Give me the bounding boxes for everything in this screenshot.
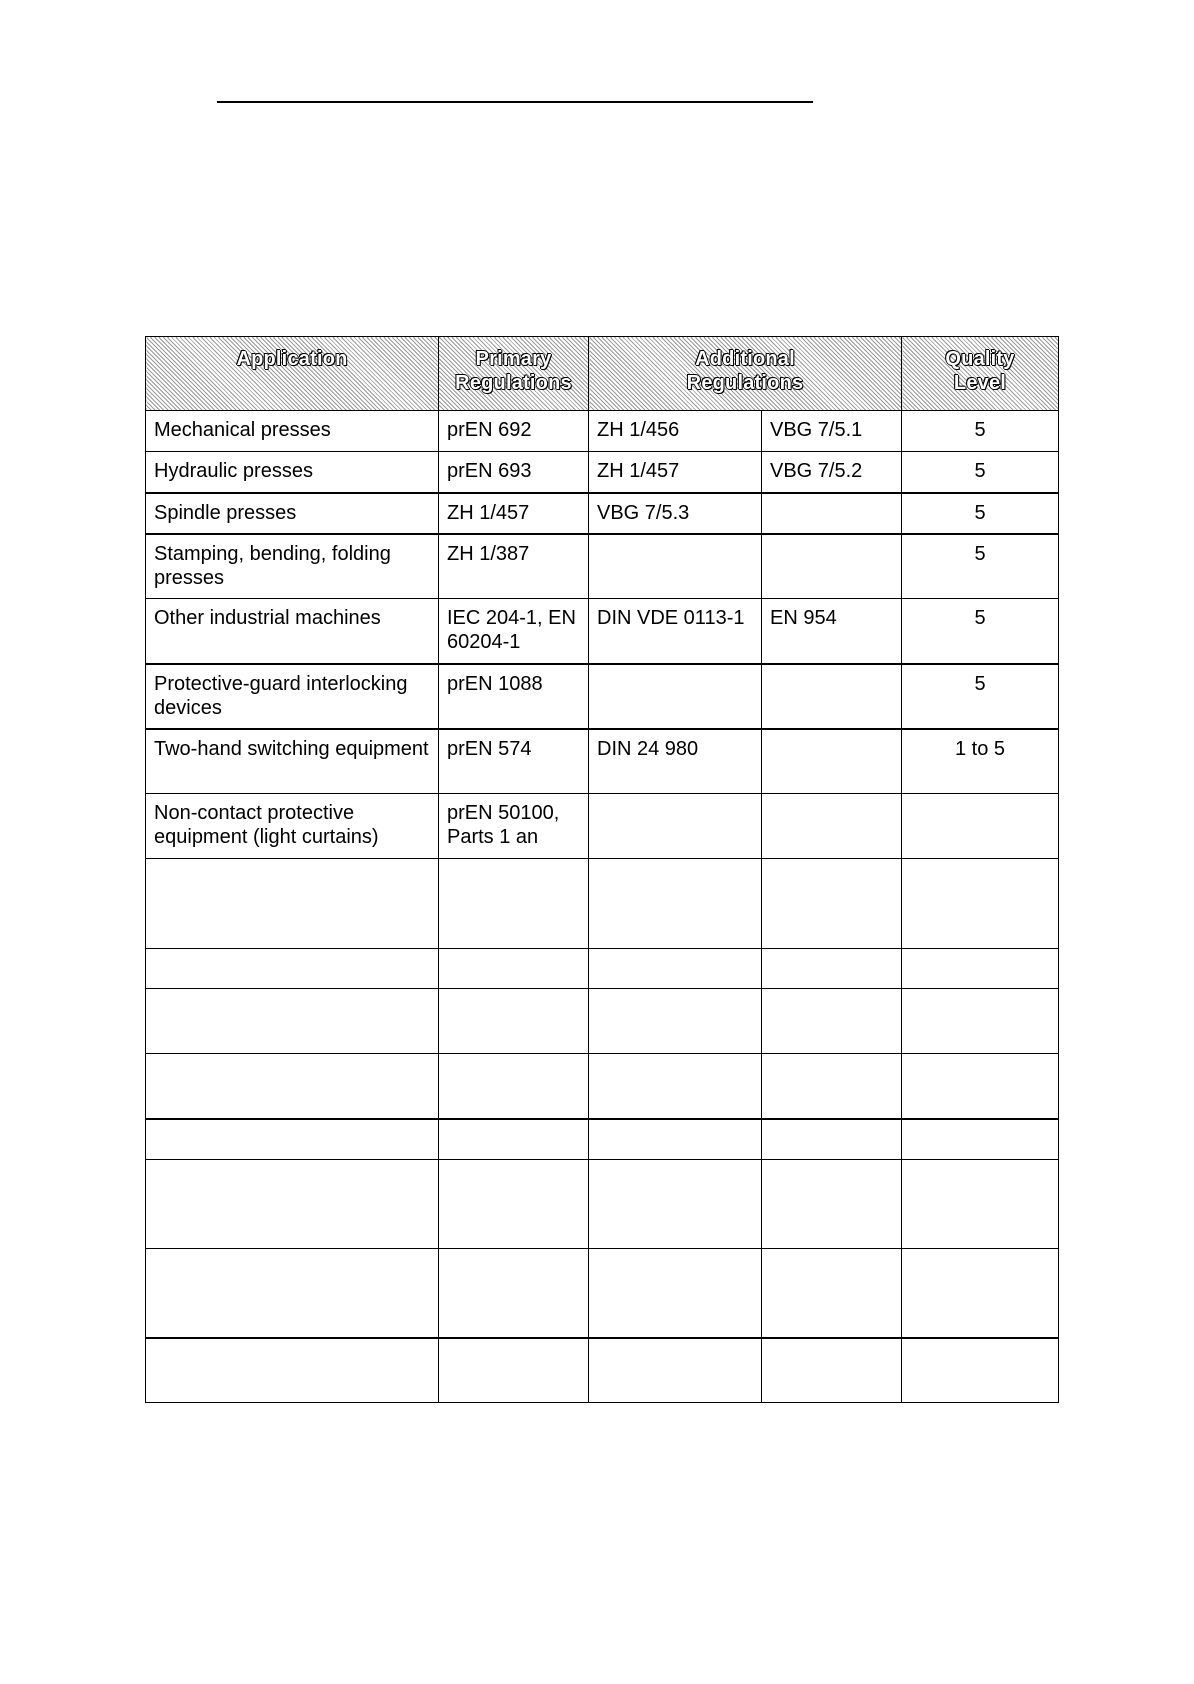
cell-additional-2 (762, 664, 902, 729)
cell-primary (439, 1054, 589, 1119)
cell-additional-1 (589, 664, 762, 729)
table-row (146, 1160, 1059, 1249)
top-rule (217, 101, 813, 103)
cell-additional-1 (589, 949, 762, 989)
cell-additional-2 (762, 493, 902, 534)
cell-additional-2 (762, 859, 902, 949)
cell-primary: ZH 1/457 (439, 493, 589, 534)
cell-additional-1: ZH 1/456 (589, 411, 762, 452)
header-application (146, 337, 439, 411)
cell-additional-1: VBG 7/5.3 (589, 493, 762, 534)
cell-quality (902, 1338, 1059, 1403)
cell-application (146, 1054, 439, 1119)
cell-additional-1 (589, 989, 762, 1054)
cell-quality: 1 to 5 (902, 729, 1059, 794)
table-row (146, 989, 1059, 1054)
cell-application: Stamping, bending, folding presses (146, 534, 439, 599)
table-row (146, 411, 1059, 452)
cell-application: Non-contact protective equipment (light curtains) (146, 794, 439, 859)
cell-primary (439, 949, 589, 989)
cell-application (146, 1119, 439, 1160)
cell-additional-1 (589, 1249, 762, 1338)
cell-additional-1 (589, 534, 762, 599)
cell-quality (902, 859, 1059, 949)
table-row (146, 859, 1059, 949)
cell-primary: ZH 1/387 (439, 534, 589, 599)
cell-primary (439, 989, 589, 1054)
cell-application: Spindle presses (146, 493, 439, 534)
header-application-label: Application (236, 348, 348, 370)
cell-application: Hydraulic presses (146, 452, 439, 493)
cell-additional-1 (589, 1338, 762, 1403)
table-row (146, 1054, 1059, 1119)
cell-quality: 5 (902, 411, 1059, 452)
cell-additional-2 (762, 534, 902, 599)
cell-primary (439, 1338, 589, 1403)
cell-additional-2 (762, 949, 902, 989)
cell-quality (902, 794, 1059, 859)
cell-application: Other industrial machines (146, 599, 439, 664)
header-quality-line-2: Level (953, 372, 1007, 394)
cell-additional-1 (589, 1160, 762, 1249)
table-header-row (146, 337, 1059, 411)
cell-quality (902, 1054, 1059, 1119)
cell-additional-2 (762, 1119, 902, 1160)
cell-application (146, 1249, 439, 1338)
table-row (146, 794, 1059, 859)
cell-quality: 5 (902, 599, 1059, 664)
cell-application (146, 989, 439, 1054)
cell-additional-1 (589, 1119, 762, 1160)
cell-primary (439, 1249, 589, 1338)
cell-quality (902, 949, 1059, 989)
cell-quality (902, 1249, 1059, 1338)
table-row (146, 599, 1059, 664)
cell-primary: prEN 693 (439, 452, 589, 493)
cell-primary: prEN 50100, Parts 1 an (439, 794, 589, 859)
cell-additional-2 (762, 794, 902, 859)
cell-additional-1 (589, 859, 762, 949)
header-quality-line-1: Quality (945, 348, 1015, 370)
cell-additional-2 (762, 1054, 902, 1119)
header-additional-regulations (589, 337, 902, 411)
cell-primary: prEN 692 (439, 411, 589, 452)
cell-additional-2 (762, 1160, 902, 1249)
cell-application (146, 1160, 439, 1249)
cell-additional-2 (762, 989, 902, 1054)
header-primary-line-1: Primary (475, 348, 552, 370)
cell-additional-1: DIN VDE 0113-1 (589, 599, 762, 664)
cell-quality (902, 1119, 1059, 1160)
cell-primary: prEN 574 (439, 729, 589, 794)
table-row (146, 664, 1059, 729)
table-row (146, 493, 1059, 534)
cell-quality (902, 989, 1059, 1054)
cell-quality (902, 1160, 1059, 1249)
header-quality-level (902, 337, 1059, 411)
regulations-table (145, 336, 1059, 1403)
table-row (146, 1249, 1059, 1338)
cell-additional-2: EN 954 (762, 599, 902, 664)
cell-additional-1 (589, 794, 762, 859)
cell-application (146, 859, 439, 949)
cell-primary: prEN 1088 (439, 664, 589, 729)
cell-primary (439, 859, 589, 949)
table-row (146, 1119, 1059, 1160)
cell-additional-1 (589, 1054, 762, 1119)
table-row (146, 949, 1059, 989)
cell-application: Protective-guard interlocking devices (146, 664, 439, 729)
cell-primary (439, 1119, 589, 1160)
table-row (146, 1338, 1059, 1403)
cell-quality: 5 (902, 534, 1059, 599)
cell-additional-2 (762, 1338, 902, 1403)
cell-application (146, 1338, 439, 1403)
cell-additional-2: VBG 7/5.2 (762, 452, 902, 493)
cell-quality: 5 (902, 664, 1059, 729)
cell-primary (439, 1160, 589, 1249)
cell-application: Two-hand switching equipment (146, 729, 439, 794)
header-additional-line-2: Regulations (686, 372, 804, 394)
cell-additional-2 (762, 729, 902, 794)
cell-additional-2 (762, 1249, 902, 1338)
cell-application (146, 949, 439, 989)
table-row (146, 452, 1059, 493)
cell-additional-1: ZH 1/457 (589, 452, 762, 493)
header-primary-regulations (439, 337, 589, 411)
cell-primary: IEC 204-1, EN 60204-1 (439, 599, 589, 664)
header-additional-line-1: Additional (695, 348, 795, 370)
table-row (146, 729, 1059, 794)
cell-application: Mechanical presses (146, 411, 439, 452)
cell-additional-2: VBG 7/5.1 (762, 411, 902, 452)
cell-additional-1: DIN 24 980 (589, 729, 762, 794)
header-primary-line-2: Regulations (455, 372, 572, 394)
cell-quality: 5 (902, 452, 1059, 493)
cell-quality: 5 (902, 493, 1059, 534)
table-row (146, 534, 1059, 599)
